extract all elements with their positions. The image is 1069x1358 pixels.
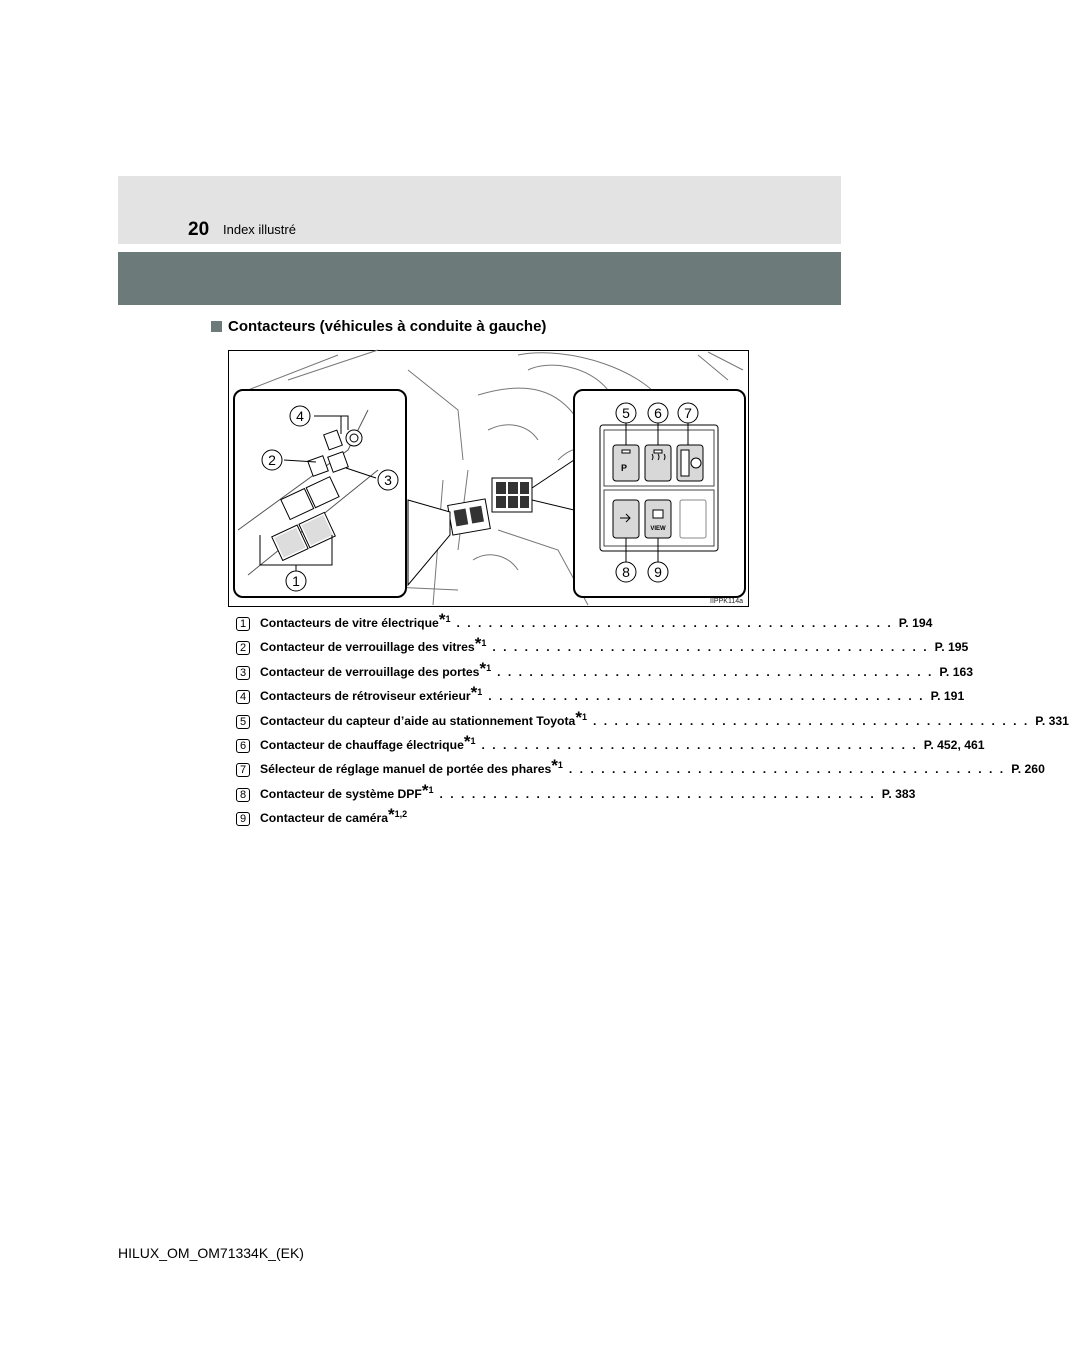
legend-item (236, 658, 974, 689)
legend-number: 9 (236, 812, 250, 826)
legend-page-ref[interactable]: P. 195 (934, 640, 969, 655)
legend-label: Contacteur de verrouillage des portes (260, 664, 480, 679)
leader-dots: . . . . . . . . . . . . . . . . . . . . . . . . . . . . . . . . . . . . . . . . . (488, 689, 925, 704)
asterisk-icon: * (438, 610, 446, 629)
switches-illustration (228, 350, 749, 607)
illustration-svg (228, 350, 749, 607)
legend-page-ref[interactable]: P. 163 (939, 664, 974, 679)
legend-note: 1 (428, 784, 434, 795)
legend-label: Contacteur de caméra (260, 811, 389, 826)
legend-page-ref[interactable]: P. 452, 461 (923, 737, 985, 752)
asterisk-icon: * (479, 658, 487, 678)
legend-page-ref[interactable]: P. 191 (930, 689, 965, 704)
legend-item (236, 780, 916, 811)
leader-dots: . . . . . . . . . . . . . . . . . . . . . . . . . . . . . . . . . . . . . . . . . (456, 616, 893, 630)
legend-number: 1 (236, 617, 250, 631)
legend-number: 7 (236, 763, 250, 777)
legend-item (236, 756, 1045, 786)
asterisk-icon: * (388, 805, 395, 825)
asterisk-icon: * (575, 707, 582, 727)
leader-dots: . . . . . . . . . . . . . . . . . . . . . . . . . . . . . . . . . . . . . . . . . (497, 664, 934, 679)
callout-6: 6 (654, 405, 662, 421)
legend-item (236, 731, 985, 762)
legend-label: Contacteur du capteur d’aide au stationnement Toyota (260, 713, 576, 728)
leader-dots: . . . . . . . . . . . . . . . . . . . . . . . . . . . . . . . . . . . . . . . . . (492, 640, 929, 655)
legend-list (236, 610, 1069, 836)
callout-2: 2 (268, 452, 276, 468)
legend-note: 1 (557, 760, 563, 771)
callout-3: 3 (384, 472, 392, 488)
legend-item (236, 805, 722, 835)
legend-note: 1 (486, 662, 492, 673)
legend-note: 1,2 (394, 809, 408, 820)
page-number: 20 (188, 219, 210, 240)
legend-number: 2 (236, 641, 250, 655)
legend-number: 3 (236, 666, 250, 680)
legend-number: 8 (236, 788, 250, 802)
square-bullet-icon (211, 321, 222, 332)
legend-label: Contacteurs de rétroviseur extérieur (260, 689, 471, 704)
legend-page-ref[interactable]: P. 194 (898, 616, 933, 630)
callout-1: 1 (292, 573, 300, 589)
section-band (118, 252, 841, 305)
callout-9: 9 (654, 564, 662, 580)
legend-number: 6 (236, 739, 250, 753)
legend-note: 1 (481, 638, 487, 649)
legend-label: Contacteur de système DPF (260, 786, 422, 801)
legend-label: Contacteur de verrouillage des vitres (260, 640, 475, 655)
asterisk-icon: * (551, 756, 558, 776)
callout-5: 5 (622, 405, 630, 421)
asterisk-icon: * (470, 683, 478, 703)
camera-view-label: VIEW (650, 526, 666, 532)
section-heading-text: Contacteurs (véhicules à conduite à gauche) (228, 318, 547, 335)
asterisk-icon: * (474, 634, 482, 654)
callout-7: 7 (684, 405, 692, 421)
legend-label: Sélecteur de réglage manuel de portée des phares (260, 762, 552, 777)
legend-number: 5 (236, 715, 250, 729)
header-title: Index illustré (223, 222, 296, 237)
legend-note: 1 (581, 711, 587, 722)
leader-dots: . . . . . . . . . . . . . . . . . . . . . . . . . . . . . . . . . . . . . . . . . (481, 737, 918, 752)
legend-note: 1 (445, 613, 451, 624)
asterisk-icon: * (421, 780, 429, 800)
legend-page-ref[interactable]: P. 383 (881, 786, 916, 801)
leader-dots: . . . . . . . . . . . . . . . . . . . . . . . . . . . . . . . . . . . . . . . . . (568, 762, 1006, 777)
footer-document-code: HILUX_OM_OM71334K_(EK) (118, 1245, 304, 1261)
asterisk-icon: * (463, 731, 471, 751)
leader-dots: . . . . . . . . . . . . . . . . . . . . . . . . . . . . . . . . . . . . . . . . . (439, 786, 876, 801)
callout-4: 4 (296, 408, 304, 424)
parking-sensor-label: P (620, 463, 628, 473)
legend-label: Contacteur de chauffage électrique (260, 737, 464, 752)
legend-label: Contacteurs de vitre électrique (260, 616, 439, 630)
callout-8: 8 (622, 564, 630, 580)
legend-note: 1 (477, 687, 483, 698)
legend-item (236, 683, 965, 713)
legend-page-ref[interactable]: P. 260 (1011, 762, 1045, 777)
figure-code: IIPPK114a (710, 598, 743, 605)
legend-item (236, 707, 1069, 738)
left-inset-door-switches (234, 390, 406, 597)
section-heading (211, 318, 546, 335)
legend-page-ref[interactable]: P. 331 (1035, 713, 1069, 728)
legend-number: 4 (236, 690, 250, 704)
legend-note: 1 (470, 735, 476, 746)
leader-dots: . . . . . . . . . . . . . . . . . . . . . . . . . . . . . . . . . . . . . . . . . (592, 713, 1030, 728)
